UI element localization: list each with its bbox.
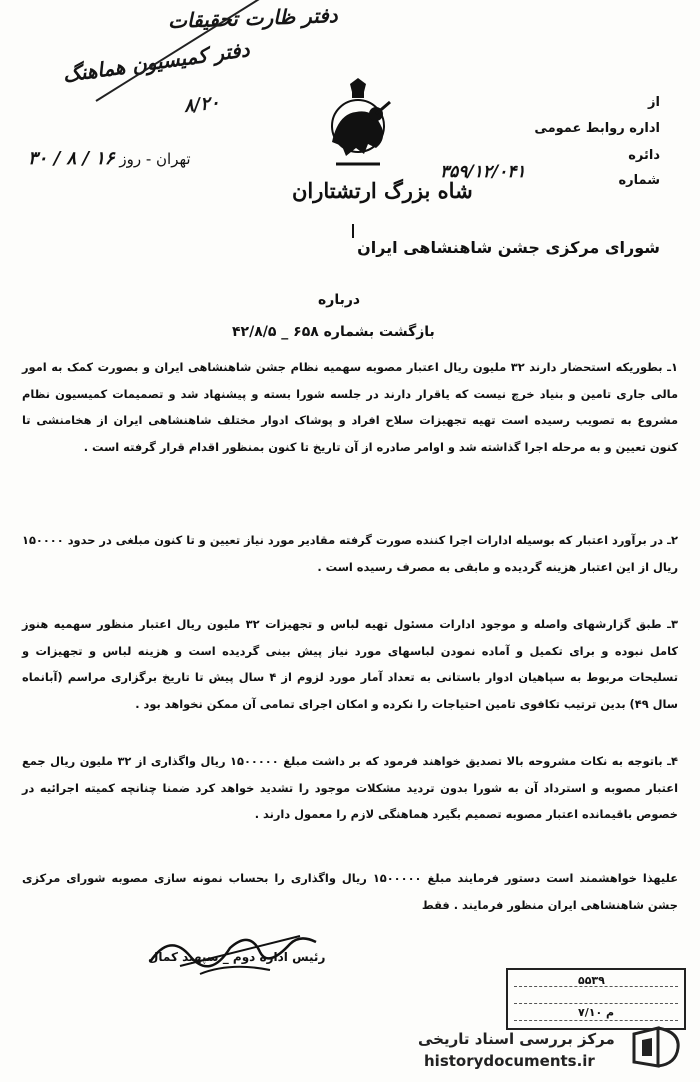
handwritten-note-second: دفتر کمیسیون هماهنگ — [61, 37, 251, 87]
department-label: دائره — [628, 148, 660, 163]
handwritten-note-top: دفتر ظارت تحقیقات — [167, 3, 339, 33]
date-prefix: تهران - روز — [119, 150, 191, 168]
watermark-url: historydocuments.ir — [424, 1052, 595, 1070]
stamp-row — [514, 1020, 678, 1021]
registration-stamp — [506, 968, 686, 1030]
stamp-line-2: ۷/۱۰ م — [578, 1006, 615, 1019]
stamp-row — [514, 1003, 678, 1004]
letter-number: ۳۵۹/۱۲/۰۴۱ — [440, 162, 526, 182]
date-value: ۱۶ / ۸ / ۳۰ — [28, 148, 115, 169]
divider-mark — [352, 224, 364, 238]
watermark-title: مرکز بررسی اسناد تاریخی — [418, 1030, 615, 1048]
from-label: از — [648, 95, 660, 110]
paragraph-2: ۲ـ در برآورد اعتبار که بوسیله ادارات اجرا کننده صورت گرفته مقادیر مورد نیاز تعیین و تا کنون مبلغی در حدود ۱۵۰۰۰۰ ریال از این اعتبار هزینه گردیده و مابقی به مصرف رسیده است . — [22, 533, 678, 574]
organization-name: شاه بزرگ ارتشتاران — [292, 178, 473, 203]
handwritten-note-date: ۸/۲۰ — [182, 92, 221, 117]
number-label: شماره — [618, 173, 660, 188]
office-label: اداره روابط عمومی — [534, 121, 660, 136]
paragraph-1: ۱ـ بطوریکه استحضار دارند ۳۲ ملیون ریال اعتبار مصوبه سهمیه نظام جشن شاهنشاهی ایران و بصورت کمک به امور مالی جاری تامین و بنیاد خرچ نیست که یاقرار دارند در جلسه شورا بسته و پیشنهاد شد و تصمیمات کمیسیون نظام مشروع به تصویب رسیده است تهیه تجهیزات سلاح افراد و پوشاک ادوار مختلف شاهنشاهی ایران از هخامنشی تا کنون تعیین و به مرحله اجرا گذاشته شد و اوامر صادره از آن تاریخ تا کنون بمنظور اقدام قرار گرفته است . — [22, 360, 678, 454]
stamp-line-1: ۵۵۳۹ — [578, 974, 605, 987]
subject-label: درباره — [318, 292, 361, 308]
recipient: شورای مرکزی جشن شاهنشاهی ایران — [357, 238, 660, 257]
paragraph-3: ۳ـ طبق گزارشهای واصله و موجود ادارات مسئول تهیه لباس و تجهیزات ۳۲ ملیون ریال اعتبار منظور سهمیه هنوز کامل نبوده و برای تکمیل و آماده نمودن لباسهای مورد نیاز پیش بینی گردیده است و هزینه لباس و تجهیزات و تسلیحات مربوط به سپاهیان ادوار باستانی به تعداد آمار مورد لزوم از ۴ سال پیش تا تاریخ برگزاری مراسم (آبانماه سال ۴۹) بدین ترتیب تکافوی تامین احتیاجات را نکرده و امکان اجرای تمامی آن ممکن نخواهد بود . — [22, 617, 679, 711]
lion-and-sun-emblem-icon — [316, 78, 400, 168]
reference-line: بازگشت بشماره ۶۵۸ _ ۴۲/۸/۵ — [232, 324, 435, 340]
date-line — [28, 148, 191, 169]
paragraph-4: ۴ـ باتوجه به نکات مشروحه بالا تصدیق خواهند فرمود که بر داشت مبلغ ۱۵۰۰۰۰۰ ریال واگذاری از ۳۲ ملیون ریال جمع اعتبار مصوبه و استرداد آن به شورا بدون تردید مشکلات موجود را تشدید خواهد کرد ضمنا چنانچه کمیته اجرائیه در خصوص باقیمانده اعتبار مصوبه تصمیم بگیرد هماهنگی لازم را معمول دارند . — [22, 754, 678, 821]
archive-logo-icon — [628, 1026, 684, 1070]
paragraph-5: علیهذا خواهشمند است دستور فرمایند مبلغ ۱۵۰۰۰۰۰ ریال واگذاری را بحساب نمونه سازی مصوبه شورای مرکزی جشن شاهنشاهی ایران منظور فرمایند . فقط — [22, 871, 678, 912]
signature-caption: رئیس اداره دوم _ سپهبد کمال — [148, 950, 326, 964]
